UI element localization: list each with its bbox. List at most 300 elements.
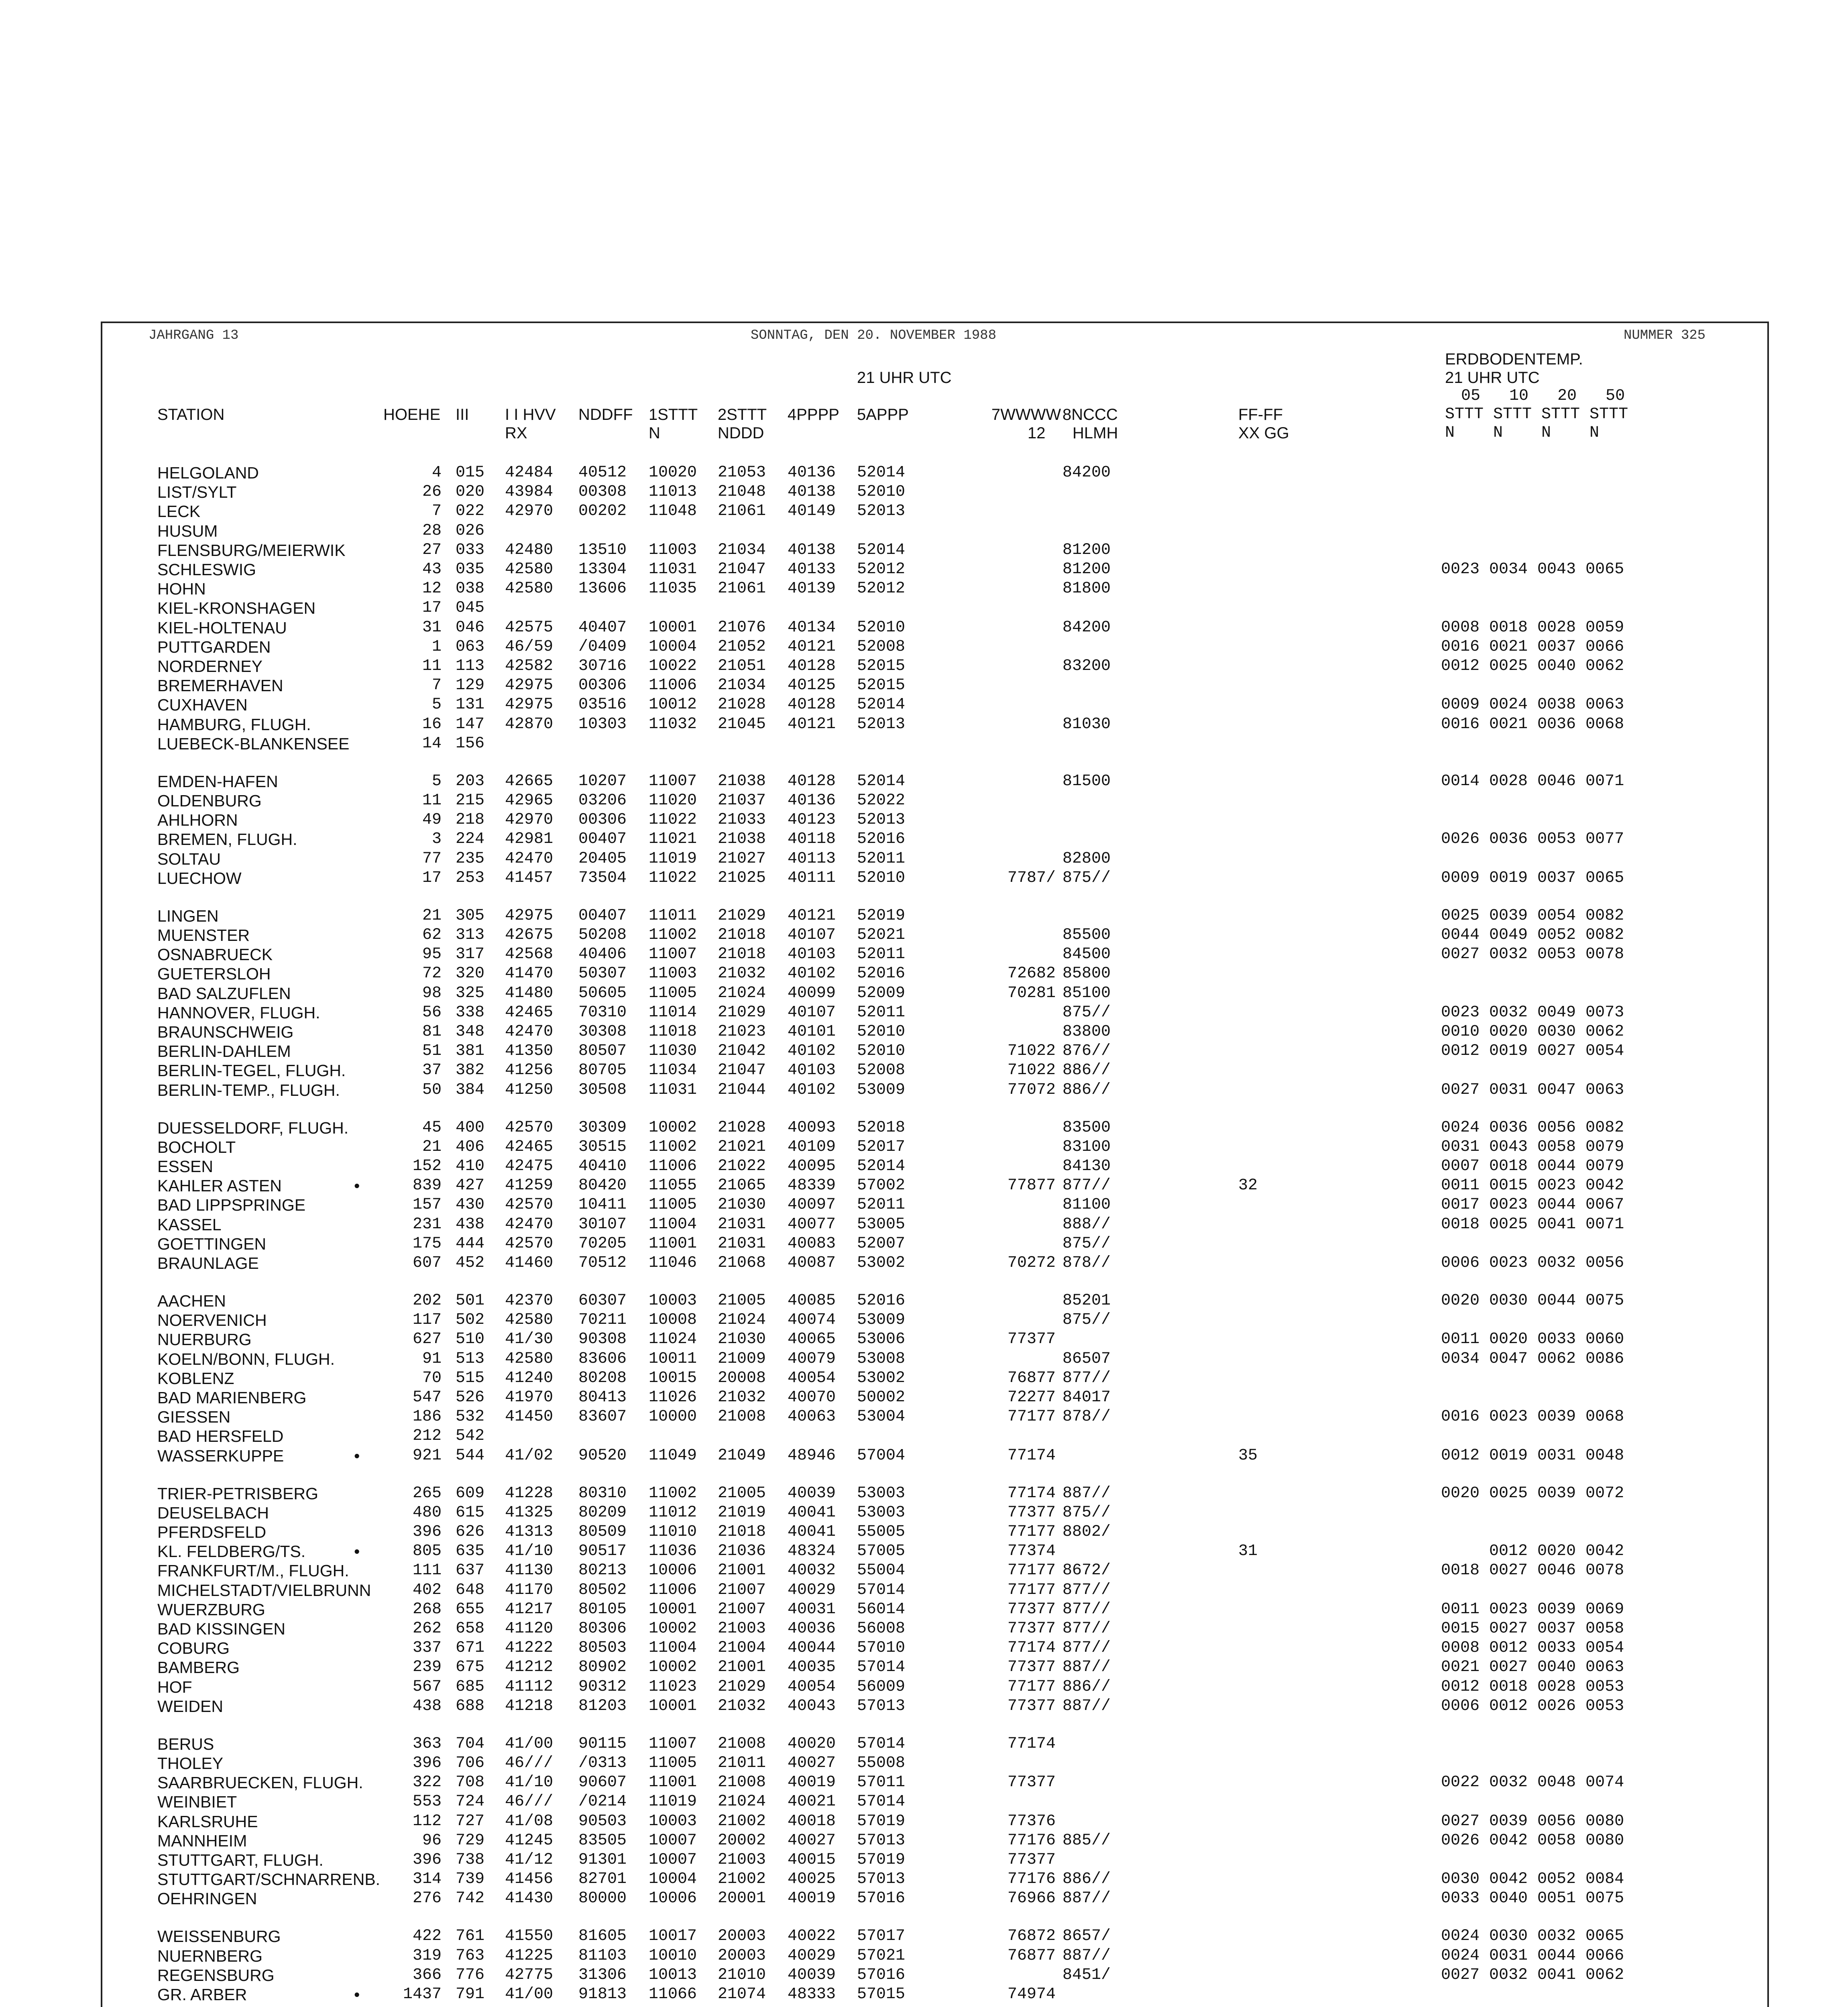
synop-group: 80502: [578, 1581, 627, 1599]
synop-group: 03516: [578, 696, 627, 714]
synop-group: 90312: [578, 1677, 627, 1696]
synop-group: 41240: [505, 1369, 554, 1387]
synop-group: 21044: [718, 1081, 766, 1099]
weather-group: 71022: [1007, 1061, 1056, 1080]
cloud-group: 83200: [1062, 657, 1111, 675]
cloud-group: 84130: [1062, 1157, 1111, 1175]
synop-group: 40031: [788, 1600, 836, 1618]
station-name: DEUSELBACH: [157, 1503, 269, 1522]
station-name: WEIDEN: [157, 1697, 223, 1716]
col-5appp: 5APPP: [857, 406, 909, 423]
soil-temperatures: 0016 0021 0037 0066: [1441, 637, 1624, 656]
gust-value: 32: [1238, 1177, 1258, 1195]
synop-group: 48946: [788, 1446, 836, 1465]
synop-group: 21048: [718, 483, 766, 501]
soil-temperatures: 0027 0039 0056 0080: [1441, 1812, 1624, 1830]
synop-group: 42475: [505, 1157, 554, 1175]
station-name: GIESSEN: [157, 1408, 231, 1427]
weather-group: 77377: [1007, 1773, 1056, 1792]
synop-group: 53009: [857, 1311, 906, 1329]
synop-group: 81103: [578, 1946, 627, 1965]
table-row: [0, 1851, 1848, 1869]
synop-group: 21005: [718, 1484, 766, 1502]
station-height: 77: [422, 849, 442, 868]
station-height: 396: [412, 1523, 442, 1541]
station-height: 11: [422, 657, 442, 675]
synop-group: 42484: [505, 464, 554, 482]
synop-group: 41228: [505, 1484, 554, 1502]
station-name: COBURG: [157, 1639, 230, 1658]
synop-group: 40065: [788, 1330, 836, 1349]
soil-temperatures: 0024 0031 0044 0066: [1441, 1946, 1624, 1965]
station-height: 202: [412, 1291, 442, 1310]
synop-group: 41217: [505, 1600, 554, 1618]
synop-group: 52010: [857, 618, 906, 637]
col-8nccc: 8NCCC: [1062, 406, 1118, 423]
synop-group: 40512: [578, 464, 627, 482]
weather-group: 77176: [1007, 1831, 1056, 1850]
table-row: [0, 464, 1848, 482]
synop-group: 48333: [788, 1985, 836, 2003]
synop-group: 41130: [505, 1561, 554, 1580]
synop-group: 53008: [857, 1350, 906, 1368]
station-name: BERLIN-TEMP., FLUGH.: [157, 1081, 340, 1099]
synop-group: 80509: [578, 1523, 627, 1541]
soil-temperatures: 0009 0019 0037 0065: [1441, 869, 1624, 887]
synop-group: 57011: [857, 1773, 906, 1792]
station-name: BERLIN-TEGEL, FLUGH.: [157, 1061, 346, 1080]
synop-group: 00407: [578, 830, 627, 849]
cloud-group: 885//: [1062, 1831, 1111, 1850]
synop-group: 21003: [718, 1850, 766, 1869]
synop-group: 00306: [578, 811, 627, 829]
synop-group: 21030: [718, 1330, 766, 1349]
synop-group: 10015: [649, 1369, 697, 1387]
station-id: 655: [456, 1600, 485, 1618]
synop-group: 52014: [857, 696, 906, 714]
station-height: 49: [422, 811, 442, 829]
synop-group: 11023: [649, 1677, 697, 1696]
station-name: MANNHEIM: [157, 1831, 247, 1850]
synop-group: 52008: [857, 1061, 906, 1080]
col-4pppp: 4PPPP: [788, 406, 839, 423]
synop-group: 11005: [649, 1754, 697, 1772]
synop-group: 40019: [788, 1889, 836, 1908]
weather-group: 77174: [1007, 1446, 1056, 1465]
synop-group: 57019: [857, 1850, 906, 1869]
synop-group: 21001: [718, 1561, 766, 1580]
station-height: 43: [422, 560, 442, 578]
synop-group: 41/08: [505, 1812, 554, 1830]
col-1sttt-sub: N: [649, 424, 660, 442]
station-id: 739: [456, 1870, 485, 1889]
station-id: 317: [456, 945, 485, 964]
synop-group: 11020: [649, 791, 697, 810]
synop-group: 21028: [718, 1118, 766, 1137]
soil-temp-time: 21 UHR UTC: [1445, 369, 1540, 387]
weather-group: 77377: [1007, 1600, 1056, 1618]
synop-group: 11046: [649, 1254, 697, 1272]
synop-group: 42570: [505, 1196, 554, 1214]
table-row: [0, 1889, 1848, 1908]
station-id: 510: [456, 1330, 485, 1349]
table-row: [0, 599, 1848, 617]
synop-group: 40025: [788, 1870, 836, 1889]
station-id: 452: [456, 1254, 485, 1272]
station-id: 022: [456, 502, 485, 521]
synop-group: 90607: [578, 1773, 627, 1792]
synop-group: 52014: [857, 464, 906, 482]
station-id: 706: [456, 1754, 485, 1772]
synop-group: 50605: [578, 984, 627, 1002]
synop-group: 57013: [857, 1870, 906, 1889]
synop-group: 56009: [857, 1677, 906, 1696]
synop-group: 21030: [718, 1196, 766, 1214]
synop-group: 41550: [505, 1927, 554, 1946]
synop-group: 40149: [788, 502, 836, 521]
station-name: LUEBECK-BLANKENSEE: [157, 734, 350, 753]
synop-group: 10007: [649, 1831, 697, 1850]
synop-group: 80507: [578, 1042, 627, 1060]
synop-group: 21076: [718, 618, 766, 637]
synop-group: 10017: [649, 1927, 697, 1946]
synop-group: 42580: [505, 1311, 554, 1329]
station-height: 117: [412, 1311, 442, 1329]
cloud-group: 888//: [1062, 1215, 1111, 1234]
station-id: 129: [456, 676, 485, 695]
cloud-group: 84200: [1062, 618, 1111, 637]
synop-group: 41259: [505, 1177, 554, 1195]
synop-group: 11055: [649, 1177, 697, 1195]
synop-group: 21007: [718, 1581, 766, 1599]
synop-group: 11007: [649, 772, 697, 790]
synop-group: 20003: [718, 1927, 766, 1946]
station-id: 761: [456, 1927, 485, 1946]
soil-temperatures: 0027 0032 0041 0062: [1441, 1966, 1624, 1984]
table-row: [0, 1678, 1848, 1696]
station-id: 015: [456, 464, 485, 482]
synop-group: 91301: [578, 1850, 627, 1869]
synop-group: 40027: [788, 1754, 836, 1772]
synop-group: 50307: [578, 965, 627, 983]
table-row: [0, 1484, 1848, 1503]
synop-group: 40136: [788, 464, 836, 482]
station-id: 033: [456, 541, 485, 559]
station-height: 31: [422, 618, 442, 637]
synop-group: 80209: [578, 1503, 627, 1522]
col-1sttt: 1STTT: [649, 406, 698, 423]
synop-group: 21061: [718, 580, 766, 598]
synop-group: 11010: [649, 1523, 697, 1541]
station-height: 363: [412, 1734, 442, 1753]
synop-group: 41/02: [505, 1446, 554, 1465]
synop-group: 42970: [505, 811, 554, 829]
station-height: 21: [422, 1138, 442, 1156]
table-row: [0, 1523, 1848, 1541]
table-row: [0, 1427, 1848, 1445]
table-row: [0, 1138, 1848, 1156]
station-name: FLENSBURG/MEIERWIK: [157, 541, 346, 560]
weather-group: 77377: [1007, 1503, 1056, 1522]
jahrgang-label: JAHRGANG 13: [149, 328, 239, 343]
synop-group: 40125: [788, 676, 836, 695]
synop-group: 42870: [505, 715, 554, 733]
soil-temperatures: 0033 0040 0051 0075: [1441, 1889, 1624, 1908]
table-row: [0, 1408, 1848, 1426]
synop-group: 52017: [857, 1138, 906, 1156]
synop-group: 41256: [505, 1061, 554, 1080]
col-soil-sttt: STTT STTT STTT STTT: [1445, 405, 1628, 423]
synop-group: 41430: [505, 1889, 554, 1908]
synop-group: 80208: [578, 1369, 627, 1387]
synop-group: 40103: [788, 945, 836, 964]
synop-group: 11002: [649, 926, 697, 944]
synop-group: 57002: [857, 1177, 906, 1195]
synop-group: 70512: [578, 1254, 627, 1272]
weather-group: 77376: [1007, 1812, 1056, 1830]
synop-group: 53009: [857, 1081, 906, 1099]
station-id: 515: [456, 1369, 485, 1387]
station-name: SOLTAU: [157, 849, 221, 868]
synop-group: 40029: [788, 1581, 836, 1599]
synop-group: 40039: [788, 1966, 836, 1984]
station-height: 1437: [403, 1985, 442, 2003]
synop-group: 57005: [857, 1542, 906, 1561]
station-name: BERUS: [157, 1734, 214, 1753]
synop-group: 52011: [857, 1003, 906, 1022]
synop-group: 21002: [718, 1812, 766, 1830]
synop-group: 10001: [649, 618, 697, 637]
station-height: 111: [412, 1561, 442, 1580]
station-id: 626: [456, 1523, 485, 1541]
synop-group: 41222: [505, 1639, 554, 1657]
synop-group: 11048: [649, 502, 697, 521]
station-id: 156: [456, 734, 485, 753]
cloud-group: 877//: [1062, 1600, 1111, 1618]
synop-group: 46/59: [505, 637, 554, 656]
synop-group: 10207: [578, 772, 627, 790]
station-height: 5: [431, 772, 442, 790]
synop-group: 42975: [505, 906, 554, 925]
soil-temperatures: 0009 0024 0038 0063: [1441, 696, 1624, 714]
table-row: [0, 792, 1848, 810]
synop-group: 21074: [718, 1985, 766, 2003]
table-row: [0, 1023, 1848, 1041]
cloud-group: 875//: [1062, 869, 1111, 887]
station-name: DUESSELDORF, FLUGH.: [157, 1118, 349, 1137]
station-name: BAMBERG: [157, 1658, 240, 1677]
station-id: 763: [456, 1946, 485, 1965]
synop-group: 20001: [718, 1889, 766, 1908]
synop-group: 40015: [788, 1850, 836, 1869]
table-row: [0, 1292, 1848, 1310]
soil-temperatures: 0008 0012 0033 0054: [1441, 1639, 1624, 1657]
soil-temperatures: 0026 0036 0053 0077: [1441, 830, 1624, 849]
station-name: LIST/SYLT: [157, 483, 237, 502]
table-row: [0, 1061, 1848, 1080]
station-name: HELGOLAND: [157, 464, 259, 482]
synop-group: 52007: [857, 1234, 906, 1253]
cloud-group: 8451/: [1062, 1966, 1111, 1984]
soil-temperatures: 0011 0015 0023 0042: [1441, 1177, 1624, 1195]
weather-group: 77177: [1007, 1581, 1056, 1599]
weather-group: 77174: [1007, 1734, 1056, 1753]
station-name: PUTTGARDEN: [157, 637, 271, 656]
station-name: BREMERHAVEN: [157, 676, 283, 695]
time-label: 21 UHR UTC: [857, 369, 952, 387]
cloud-group: 886//: [1062, 1081, 1111, 1099]
synop-group: 11005: [649, 984, 697, 1002]
synop-group: 40041: [788, 1523, 836, 1541]
weather-group: 77177: [1007, 1561, 1056, 1580]
station-height: 7: [431, 676, 442, 695]
station-id: 131: [456, 696, 485, 714]
station-height: 276: [412, 1889, 442, 1908]
table-row: [0, 522, 1848, 540]
synop-group: 73504: [578, 869, 627, 887]
weather-group: 77177: [1007, 1408, 1056, 1426]
col-ff: FF-FF: [1238, 406, 1283, 423]
station-name: SAARBRUECKEN, FLUGH.: [157, 1773, 363, 1792]
station-height: 422: [412, 1927, 442, 1946]
synop-group: 52016: [857, 830, 906, 849]
col-ff-sub: XX GG: [1238, 424, 1289, 442]
station-name: WEISSENBURG: [157, 1927, 281, 1946]
soil-temperatures: 0012 0020 0042: [1441, 1542, 1624, 1561]
station-height: 91: [422, 1350, 442, 1368]
synop-group: 21068: [718, 1254, 766, 1272]
synop-group: 41/30: [505, 1330, 554, 1349]
synop-group: 52010: [857, 1042, 906, 1060]
synop-group: 21010: [718, 1966, 766, 1984]
table-row: [0, 811, 1848, 829]
station-id: 609: [456, 1484, 485, 1502]
synop-group: 21021: [718, 1138, 766, 1156]
synop-group: 21033: [718, 811, 766, 829]
soil-temperatures: 0011 0023 0039 0069: [1441, 1600, 1624, 1618]
synop-group: 80705: [578, 1061, 627, 1080]
synop-group: 41456: [505, 1870, 554, 1889]
synop-group: 55008: [857, 1754, 906, 1772]
synop-group: 48339: [788, 1177, 836, 1195]
station-id: 444: [456, 1234, 485, 1253]
table-row: [0, 1254, 1848, 1272]
table-row: [0, 869, 1848, 887]
station-id: 348: [456, 1022, 485, 1041]
table-row: [0, 965, 1848, 983]
synop-group: 57015: [857, 1985, 906, 2003]
station-id: 045: [456, 599, 485, 617]
cloud-group: 8672/: [1062, 1561, 1111, 1580]
soil-temperatures: 0006 0012 0026 0053: [1441, 1697, 1624, 1715]
cloud-group: 875//: [1062, 1311, 1111, 1329]
synop-group: 00308: [578, 483, 627, 501]
synop-group: 21024: [718, 1311, 766, 1329]
synop-group: 10000: [649, 1408, 697, 1426]
synop-group: 60307: [578, 1291, 627, 1310]
table-row: [0, 1542, 1848, 1561]
synop-group: 57019: [857, 1812, 906, 1830]
soil-temperatures: 0016 0021 0036 0068: [1441, 715, 1624, 733]
synop-group: 80105: [578, 1600, 627, 1618]
synop-group: 52014: [857, 1157, 906, 1175]
table-row: [0, 1119, 1848, 1137]
synop-group: 48324: [788, 1542, 836, 1561]
synop-group: 42975: [505, 676, 554, 695]
table-row: [0, 1966, 1848, 1985]
synop-group: 42965: [505, 791, 554, 810]
station-height: 70: [422, 1369, 442, 1387]
station-id: 727: [456, 1812, 485, 1830]
synop-group: 57014: [857, 1793, 906, 1811]
synop-group: 41245: [505, 1831, 554, 1850]
station-id: 648: [456, 1581, 485, 1599]
station-id: 384: [456, 1081, 485, 1099]
station-id: 542: [456, 1427, 485, 1445]
station-id: 738: [456, 1850, 485, 1869]
synop-group: 41325: [505, 1503, 554, 1522]
station-id: 338: [456, 1003, 485, 1022]
synop-group: 42981: [505, 830, 554, 849]
table-row: [0, 1504, 1848, 1522]
weather-group: 77072: [1007, 1081, 1056, 1099]
station-height: 186: [412, 1408, 442, 1426]
synop-group: 10011: [649, 1350, 697, 1368]
station-id: 791: [456, 1985, 485, 2003]
synop-group: 21001: [718, 1658, 766, 1677]
synop-group: 10002: [649, 1619, 697, 1638]
synop-group: 11011: [649, 906, 697, 925]
synop-group: 11036: [649, 1542, 697, 1561]
station-id: 063: [456, 637, 485, 656]
station-id: 410: [456, 1157, 485, 1175]
station-height: 28: [422, 521, 442, 540]
weather-group: 77377: [1007, 1658, 1056, 1677]
station-id: 675: [456, 1658, 485, 1677]
table-row: [0, 1639, 1848, 1657]
synop-group: 41/10: [505, 1773, 554, 1792]
station-id: 438: [456, 1215, 485, 1234]
station-name: HUSUM: [157, 521, 218, 540]
station-height: 26: [422, 483, 442, 501]
table-row: [0, 1235, 1848, 1253]
synop-group: 41970: [505, 1388, 554, 1407]
synop-group: 46///: [505, 1793, 554, 1811]
synop-group: 21003: [718, 1619, 766, 1638]
synop-group: 52012: [857, 580, 906, 598]
synop-group: 80413: [578, 1388, 627, 1407]
station-name: MUENSTER: [157, 926, 250, 944]
synop-group: 21034: [718, 676, 766, 695]
synop-group: 11003: [649, 541, 697, 559]
synop-group: 80310: [578, 1484, 627, 1502]
soil-temperatures: 0044 0049 0052 0082: [1441, 926, 1624, 944]
synop-group: 10007: [649, 1850, 697, 1869]
station-height: 3: [431, 830, 442, 849]
cloud-group: 82800: [1062, 849, 1111, 868]
synop-group: 42568: [505, 945, 554, 964]
synop-group: 53002: [857, 1369, 906, 1387]
synop-group: 13304: [578, 560, 627, 578]
synop-group: 40123: [788, 811, 836, 829]
weather-group: 77877: [1007, 1177, 1056, 1195]
station-id: 218: [456, 811, 485, 829]
table-row: [0, 1561, 1848, 1580]
cloud-group: 876//: [1062, 1042, 1111, 1060]
synop-group: 57021: [857, 1946, 906, 1965]
station-height: 4: [431, 464, 442, 482]
synop-group: 21032: [718, 965, 766, 983]
